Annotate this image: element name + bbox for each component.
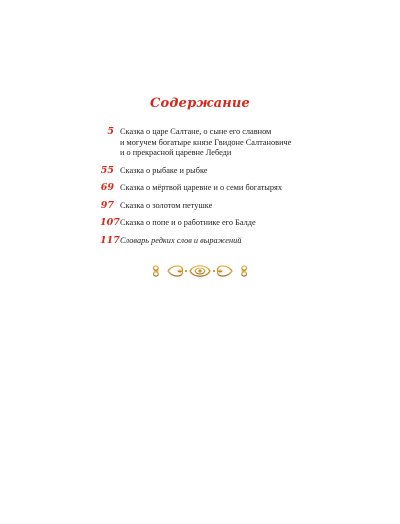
toc-entry-title-line: Сказка о царе Салтане, о сыне его славном: [120, 127, 272, 136]
toc-page-number: 69: [100, 182, 114, 193]
toc-entry-title-line: Сказка о рыбаке и рыбке: [120, 165, 208, 175]
toc-entry-title-line: Сказка о золотом петушке: [120, 200, 213, 210]
toc-entry-title-line: Сказка о мёртвой царевне и о семи богатырях: [120, 183, 282, 192]
table-of-contents: [100, 127, 320, 253]
page-title: Содержание: [149, 96, 250, 111]
toc-entry[interactable]: [100, 218, 320, 229]
toc-entry-title-line: Сказка о попе и о работнике его Балде: [120, 218, 256, 227]
decorative-flourish-icon: [150, 262, 250, 280]
toc-entry-title-line: и могучем богатыре князе Гвидоне Салтановиче: [120, 137, 292, 147]
toc-entry-title-line: и о прекрасной царевне Лебеди: [120, 148, 232, 157]
toc-page-number: 5: [107, 126, 114, 137]
toc-entry[interactable]: [100, 183, 320, 194]
toc-entry[interactable]: [100, 201, 320, 212]
toc-page-number: 117: [100, 234, 120, 246]
toc-entry[interactable]: [100, 127, 320, 159]
toc-entry[interactable]: [100, 236, 320, 247]
toc-page-number: 97: [100, 199, 114, 211]
toc-page-number: 55: [100, 164, 114, 176]
toc-entry-title-line: Словарь редких слов и выражений: [120, 235, 242, 245]
toc-entry[interactable]: [100, 166, 320, 177]
toc-page-number: 107: [100, 217, 120, 228]
